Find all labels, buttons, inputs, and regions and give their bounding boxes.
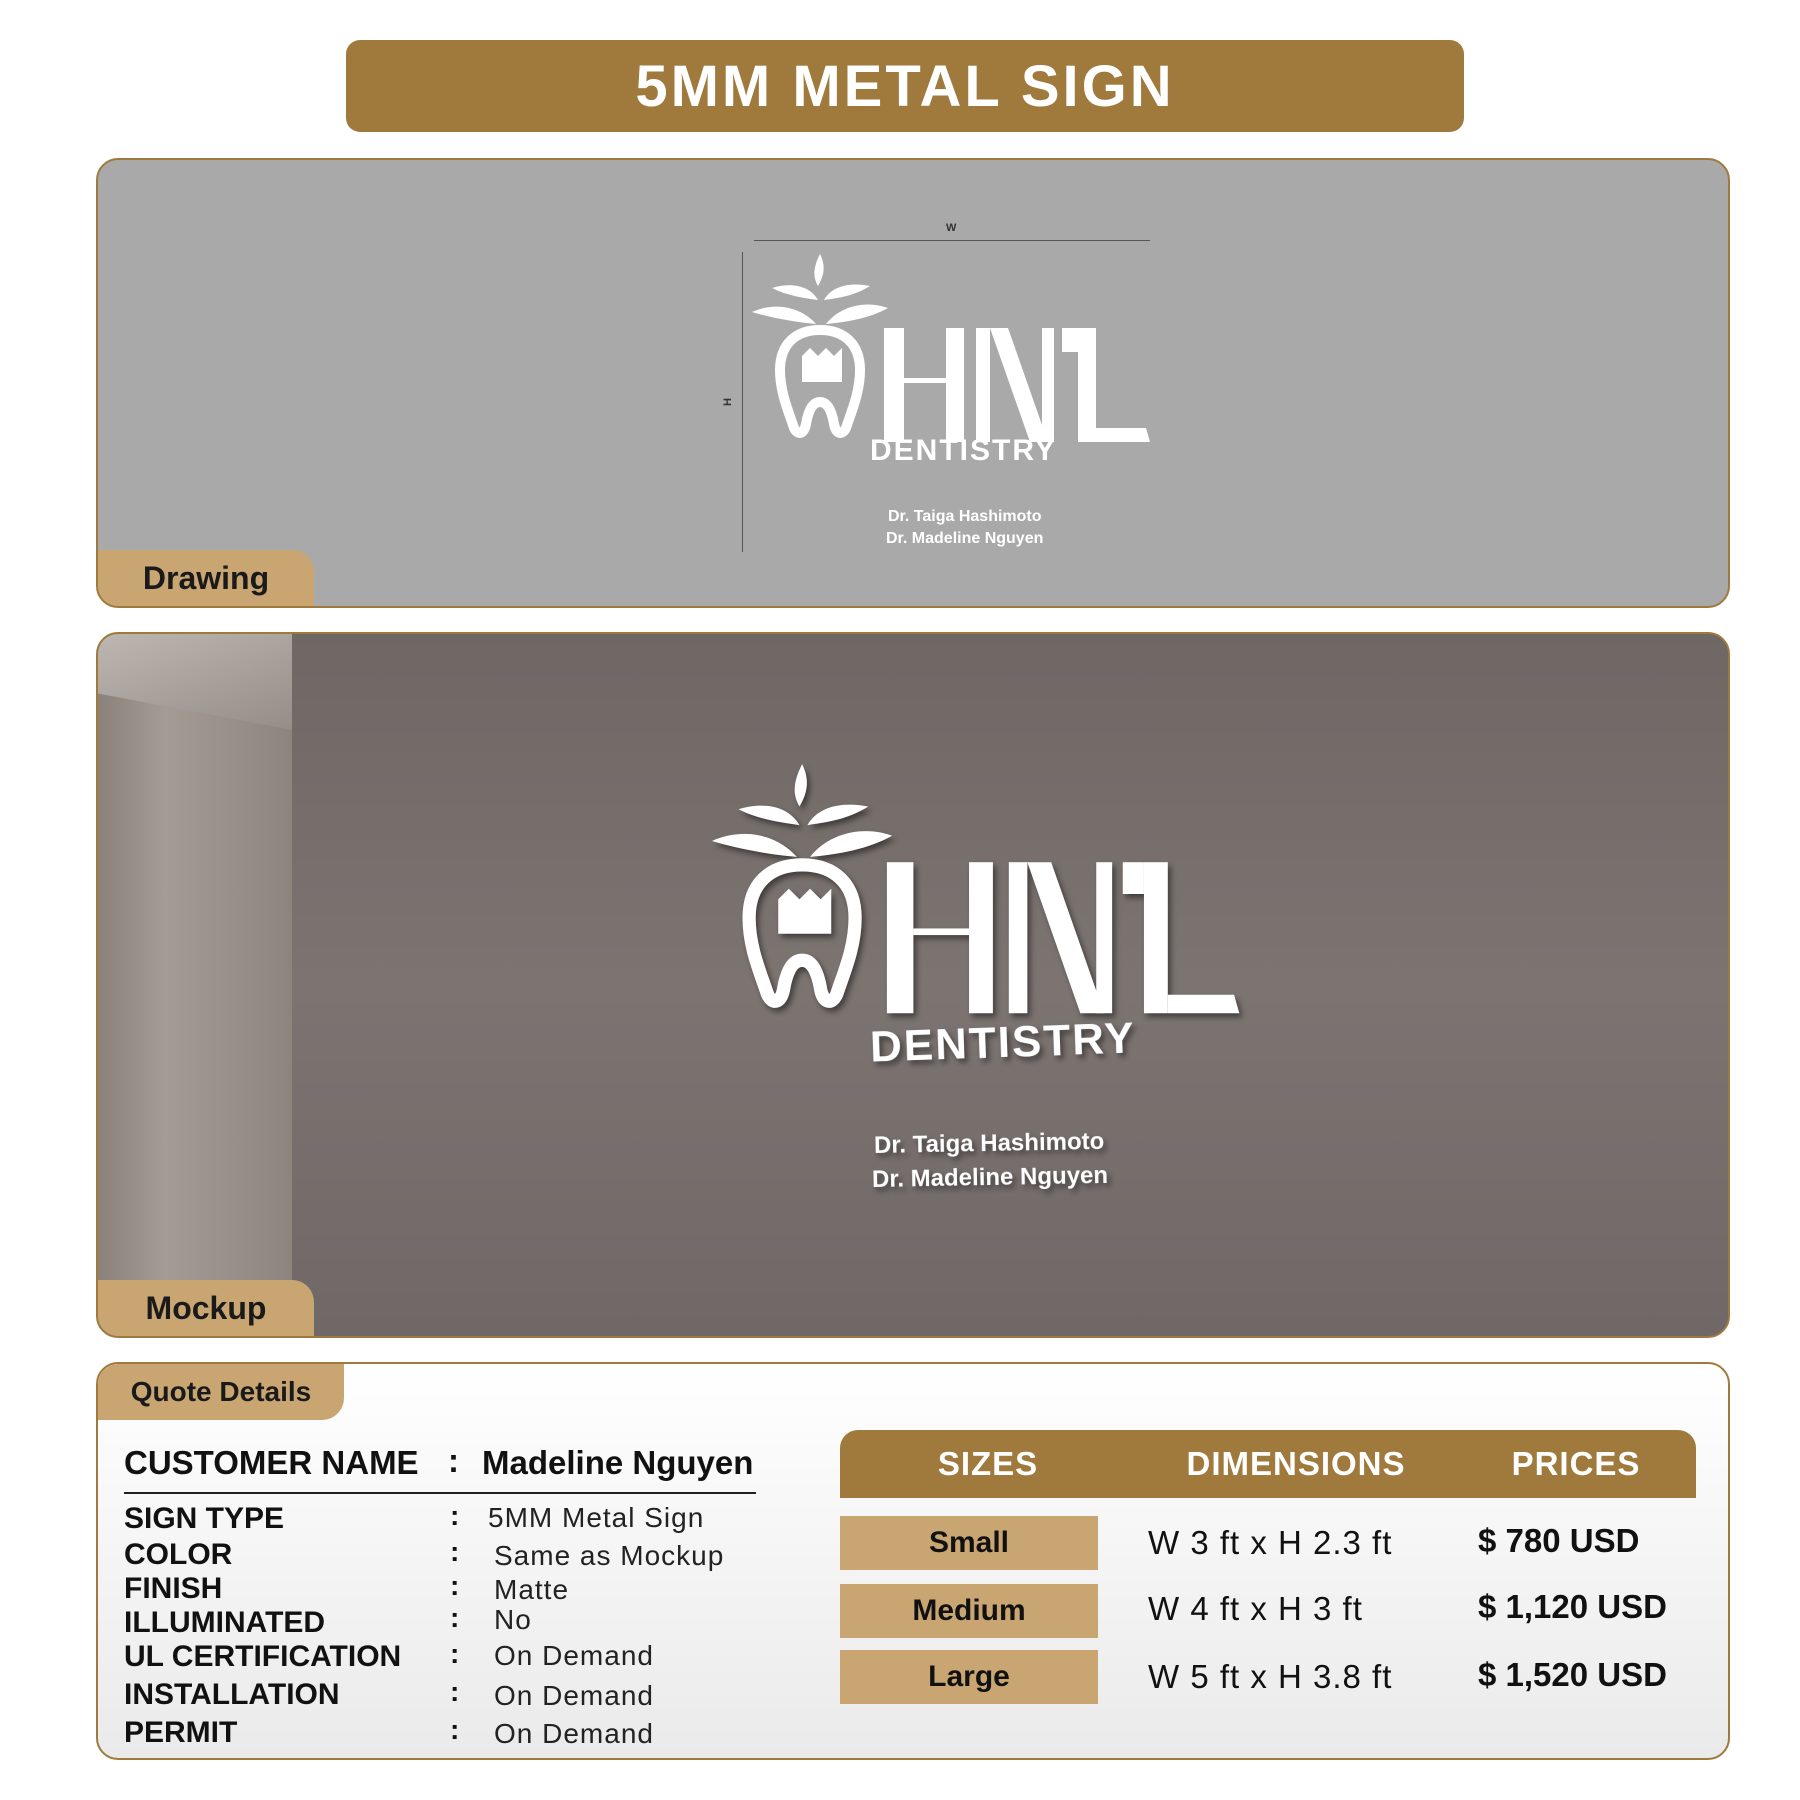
quote-panel (96, 1362, 1730, 1760)
mockup-tab: Mockup (98, 1280, 314, 1336)
field-label: INSTALLATION (124, 1678, 340, 1711)
drawing-logo (752, 252, 1152, 452)
field-value: On Demand (494, 1718, 654, 1749)
pricing-table-header (840, 1430, 1696, 1498)
size-large: Large (840, 1650, 1098, 1704)
price-large: $ 1,520 USD (1478, 1656, 1667, 1693)
field-colon: : (450, 1714, 460, 1745)
dimensions-small: W 3 ft x H 2.3 ft (1148, 1524, 1393, 1561)
field-value: No (494, 1604, 532, 1635)
field-label: FINISH (124, 1572, 223, 1605)
field-colon: : (450, 1676, 460, 1707)
mockup-logo (712, 754, 1242, 1034)
field-colon: : (450, 1602, 460, 1633)
quote-tab: Quote Details (98, 1364, 344, 1420)
tooth-pineapple-monogram-icon (712, 754, 1242, 1034)
field-value: On Demand (494, 1640, 654, 1671)
drawing-brand-text: DENTISTRY (870, 434, 1057, 467)
field-label: SIGN TYPE (124, 1502, 285, 1535)
dimensions-medium: W 4 ft x H 3 ft (1148, 1590, 1363, 1627)
customer-name-label: CUSTOMER NAME (124, 1444, 419, 1481)
height-marker: H (721, 398, 734, 406)
customer-name-colon: : (448, 1442, 459, 1479)
side-wall (98, 634, 292, 1336)
size-small: Small (840, 1516, 1098, 1570)
drawing-doctor-line-2: Dr. Madeline Nguyen (886, 530, 1044, 547)
field-value: Same as Mockup (494, 1540, 725, 1571)
tooth-pineapple-monogram-icon (752, 252, 1152, 452)
mockup-doctor-line-2: Dr. Madeline Nguyen (871, 1161, 1109, 1194)
height-dimension-line (742, 252, 743, 552)
drawing-tab: Drawing (98, 550, 314, 606)
field-value: Matte (494, 1574, 570, 1605)
header-prices: PRICES (1511, 1445, 1641, 1482)
field-colon: : (450, 1536, 460, 1567)
field-colon: : (450, 1638, 460, 1669)
drawing-doctor-line-1: Dr. Taiga Hashimoto (888, 508, 1042, 525)
field-value: On Demand (494, 1680, 654, 1711)
price-small: $ 780 USD (1478, 1522, 1640, 1559)
page-title-bar (346, 40, 1464, 132)
field-label: UL CERTIFICATION (124, 1640, 402, 1673)
width-dimension-line (754, 240, 1150, 241)
dimensions-large: W 5 ft x H 3.8 ft (1148, 1658, 1393, 1695)
header-sizes: SIZES (937, 1445, 1039, 1482)
customer-name-divider (124, 1492, 756, 1494)
field-value: 5MM Metal Sign (488, 1502, 705, 1533)
field-label: ILLUMINATED (124, 1606, 326, 1639)
size-medium: Medium (840, 1584, 1098, 1638)
width-marker: W (946, 222, 957, 234)
field-label: PERMIT (124, 1716, 238, 1749)
mockup-brand-text: DENTISTRY (869, 1013, 1137, 1072)
customer-name-value: Madeline Nguyen (482, 1444, 754, 1481)
page-title: 5MM METAL SIGN (635, 53, 1175, 119)
field-colon: : (450, 1570, 460, 1601)
price-medium: $ 1,120 USD (1478, 1588, 1667, 1625)
field-colon: : (450, 1500, 460, 1531)
header-dimensions: DIMENSIONS (1186, 1445, 1406, 1482)
drawing-panel (96, 158, 1730, 608)
mockup-doctor-line-1: Dr. Taiga Hashimoto (873, 1127, 1105, 1160)
field-label: COLOR (124, 1538, 233, 1571)
mockup-panel (96, 632, 1730, 1338)
